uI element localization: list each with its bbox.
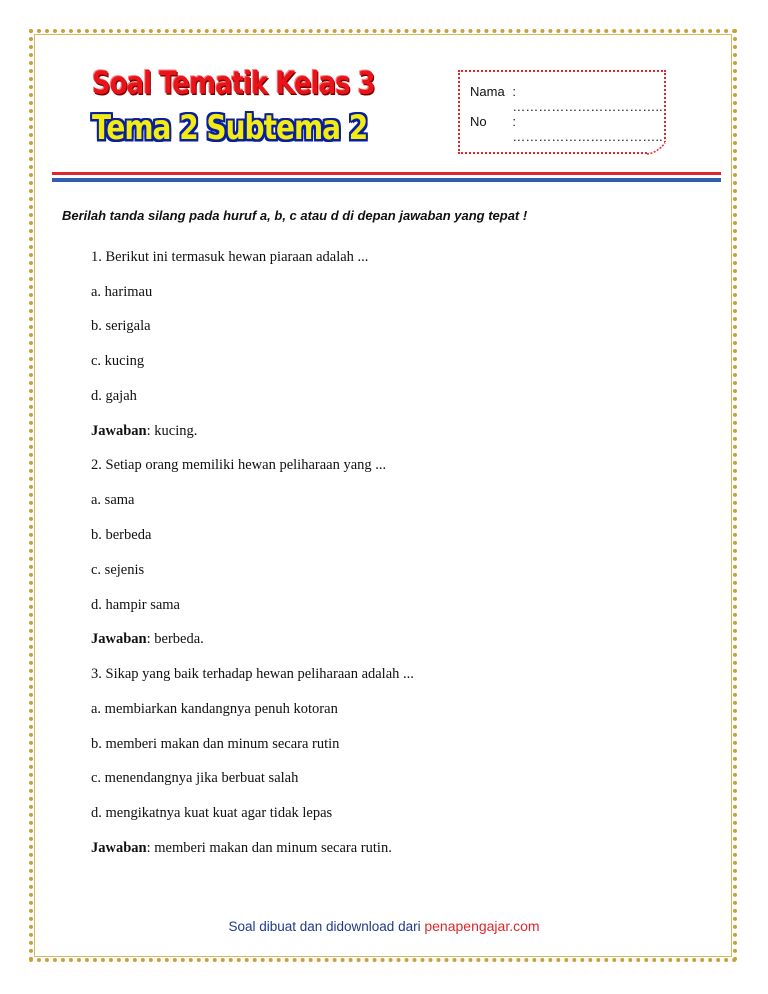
divider-blue <box>52 178 721 182</box>
q2-option-b: b. berbeda <box>91 527 152 543</box>
footer-link[interactable]: penapengajar.com <box>424 918 540 934</box>
q1-option-d: d. gajah <box>91 388 137 404</box>
title-line-1: Soal Tematik Kelas 3 <box>92 66 375 102</box>
q2-option-c: c. sejenis <box>91 562 145 578</box>
q2-answer-text: : berbeda. <box>146 631 204 647</box>
number-label: No <box>470 114 487 129</box>
q1-answer-label: Jawaban <box>91 423 147 439</box>
question-2: 2. Setiap orang memiliki hewan peliharaan yang ... <box>91 457 387 473</box>
footer <box>0 918 768 934</box>
question-1: 1. Berikut ini termasuk hewan piaraan adalah ... <box>91 249 369 265</box>
page-curl-icon <box>645 141 667 155</box>
identity-box <box>458 70 666 154</box>
q3-option-c: c. menendangnya jika berbuat salah <box>91 770 299 786</box>
number-row <box>470 114 664 144</box>
q3-answer-text: : memberi makan dan minum secara rutin. <box>146 840 392 856</box>
q1-option-b: b. serigala <box>91 318 151 334</box>
q3-answer <box>91 840 392 857</box>
name-label: Nama <box>470 84 505 99</box>
q3-option-d: d. mengikatnya kuat kuat agar tidak lepas <box>91 805 333 821</box>
question-3: 3. Sikap yang baik terhadap hewan peliharaan adalah ... <box>91 666 414 682</box>
divider-red <box>52 172 721 175</box>
q2-answer-label: Jawaban <box>91 631 147 647</box>
page-border <box>29 29 737 962</box>
q1-option-c: c. kucing <box>91 353 145 369</box>
q1-answer <box>91 423 197 440</box>
q2-option-a: a. sama <box>91 492 135 508</box>
q2-option-d: d. hampir sama <box>91 597 180 613</box>
title-line-2: Tema 2 Subtema 2 <box>92 108 368 148</box>
q2-answer <box>91 631 204 648</box>
q1-option-a: a. harimau <box>91 284 153 300</box>
name-field: : …………………………….. <box>512 84 663 114</box>
q3-answer-label: Jawaban <box>91 840 147 856</box>
q3-option-b: b. memberi makan dan minum secara rutin <box>91 736 340 752</box>
q1-answer-text: : kucing. <box>146 423 198 439</box>
number-field: : …………………………….. <box>512 114 663 144</box>
instruction-text: Berilah tanda silang pada huruf a, b, c atau d di depan jawaban yang tepat ! <box>62 208 528 223</box>
footer-text: Soal dibuat dan didownload dari <box>228 919 421 934</box>
name-row <box>470 84 664 114</box>
q3-option-a: a. membiarkan kandangnya penuh kotoran <box>91 701 338 717</box>
